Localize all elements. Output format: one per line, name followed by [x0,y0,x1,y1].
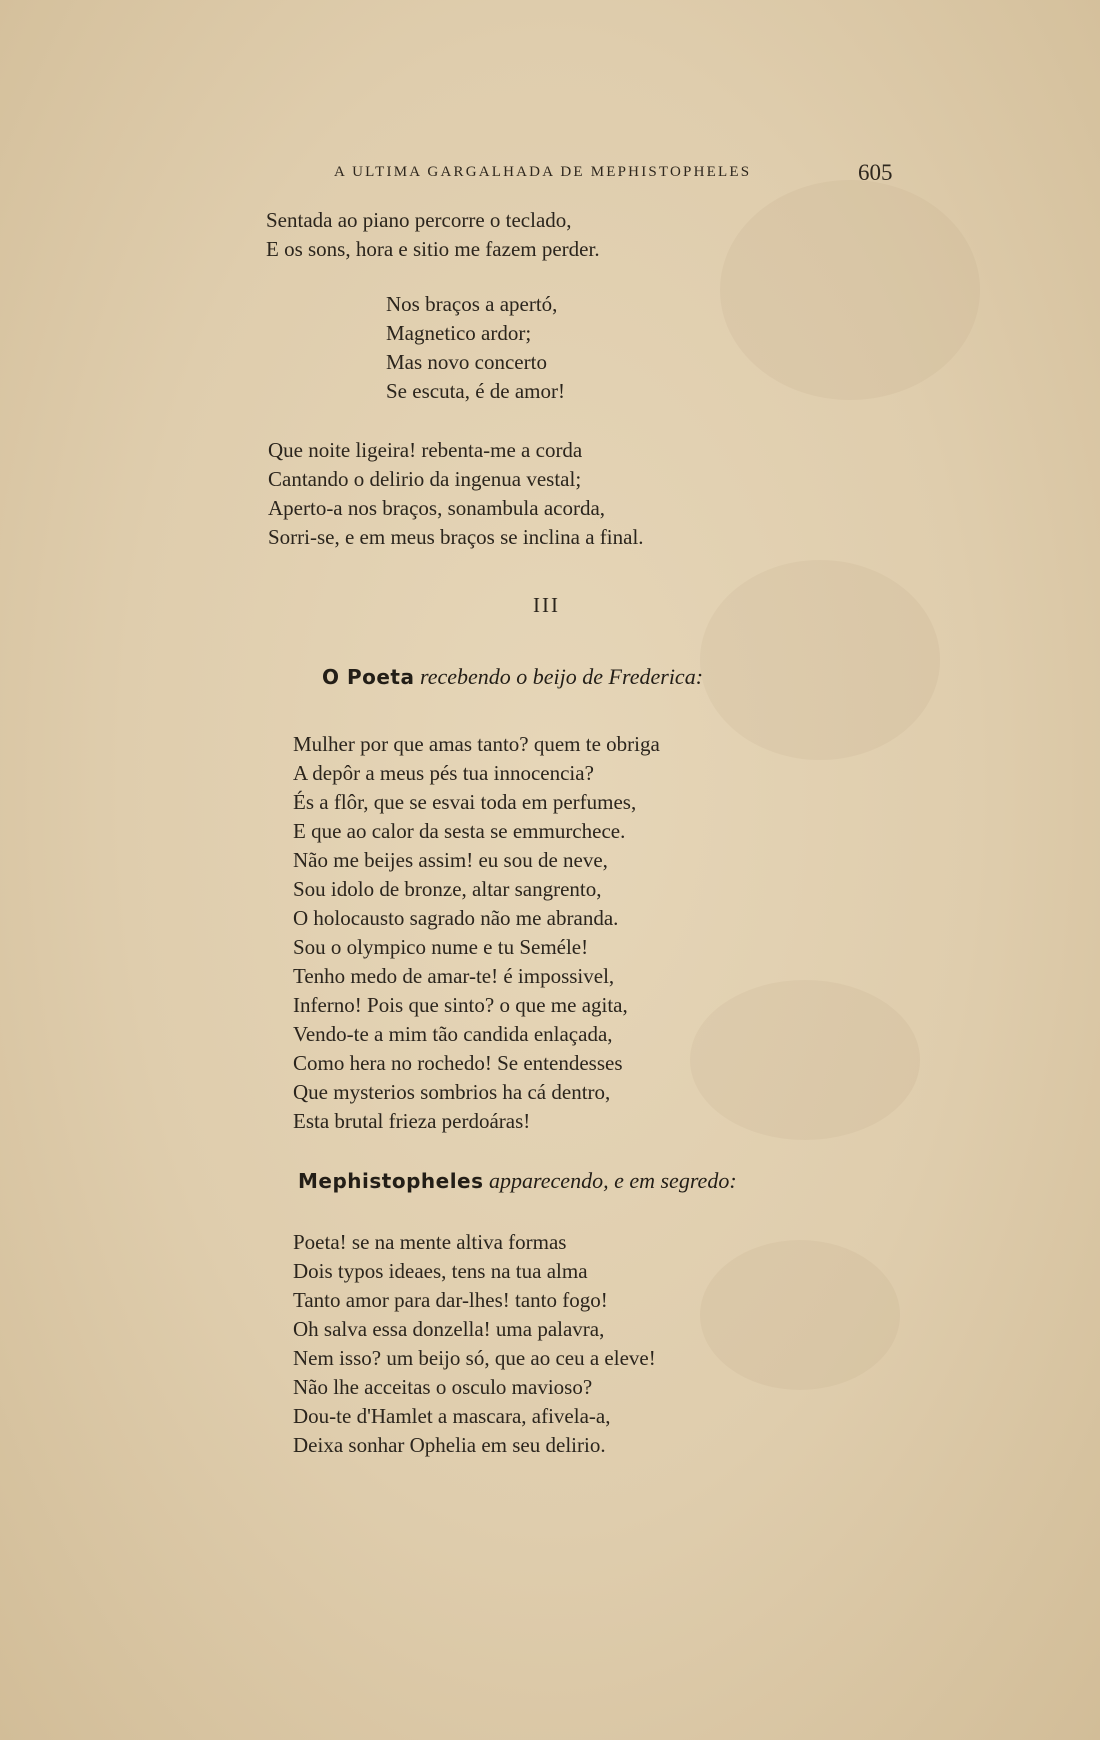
paper-stain [700,560,940,760]
paper-stain [690,980,920,1140]
verse-line: Aperto-a nos braços, sonambula acorda, [268,496,606,520]
section-number: III [533,593,560,617]
verse-line: Que noite ligeira! rebenta-me a corda [268,438,583,462]
verse-line: Nem isso? um beijo só, que ao ceu a eleve! [293,1346,656,1370]
stage-direction: recebendo o beijo de Frederica: [419,664,704,689]
verse-line: Mulher por que amas tanto? quem te obriga [293,732,660,756]
verse-line: Deixa sonhar Ophelia em seu delirio. [293,1433,606,1457]
verse-line: E os sons, hora e sitio me fazem perder. [266,237,600,261]
verse-line: Sou idolo de bronze, altar sangrento, [293,877,602,901]
speaker-name: O Poeta [322,665,415,689]
stanza-2 [386,290,565,406]
stanza-1 [266,206,600,264]
verse-line: Cantando o delirio da ingenua vestal; [268,467,582,491]
verse-line: Poeta! se na mente altiva formas [293,1230,567,1254]
verse-line: Não lhe acceitas o osculo mavioso? [293,1375,593,1399]
verse-line: Oh salva essa donzella! uma palavra, [293,1317,605,1341]
verse-line: És a flôr, que se esvai toda em perfumes, [293,790,637,814]
verse-line: Vendo-te a mim tão candida enlaçada, [293,1022,613,1046]
verse-line: Dois typos ideaes, tens na tua alma [293,1259,588,1283]
verse-line: Dou-te d'Hamlet a mascara, afivela-a, [293,1404,611,1428]
verse-line: Inferno! Pois que sinto? o que me agita, [293,993,628,1017]
verse-line: Nos braços a apertó, [386,292,558,316]
verse-line: Tanto amor para dar-lhes! tanto fogo! [293,1288,608,1312]
page-header [0,160,1100,188]
verse-line: Sentada ao piano percorre o teclado, [266,208,572,232]
verse-line: Esta brutal frieza perdoáras! [293,1109,531,1133]
speaker-heading-poeta [322,664,703,690]
page-number: 605 [858,160,893,185]
stanza-4 [293,730,660,1136]
verse-line: Se escuta, é de amor! [386,379,566,403]
paper-stain [700,1240,900,1390]
verse-line: Não me beijes assim! eu sou de neve, [293,848,608,872]
paper-stain [720,180,980,400]
stage-direction: apparecendo, e em segredo: [489,1168,737,1193]
verse-line: Mas novo concerto [386,350,547,374]
verse-line: Sorri-se, e em meus braços se inclina a final. [268,525,644,549]
speaker-heading-mephistopheles [298,1168,737,1194]
running-title: A ULTIMA GARGALHADA DE MEPHISTOPHELES [334,164,752,180]
verse-line: A depôr a meus pés tua innocencia? [293,761,594,785]
verse-line: Que mysterios sombrios ha cá dentro, [293,1080,611,1104]
verse-line: E que ao calor da sesta se emmurchece. [293,819,626,843]
speaker-name: Mephistopheles [298,1169,484,1193]
verse-line: Magnetico ardor; [386,321,532,345]
stanza-3 [268,436,644,552]
verse-line: Como hera no rochedo! Se entendesses [293,1051,623,1075]
verse-line: O holocausto sagrado não me abranda. [293,906,619,930]
stanza-5 [293,1228,656,1460]
verse-line: Tenho medo de amar-te! é impossivel, [293,964,615,988]
verse-line: Sou o olympico nume e tu Seméle! [293,935,589,959]
